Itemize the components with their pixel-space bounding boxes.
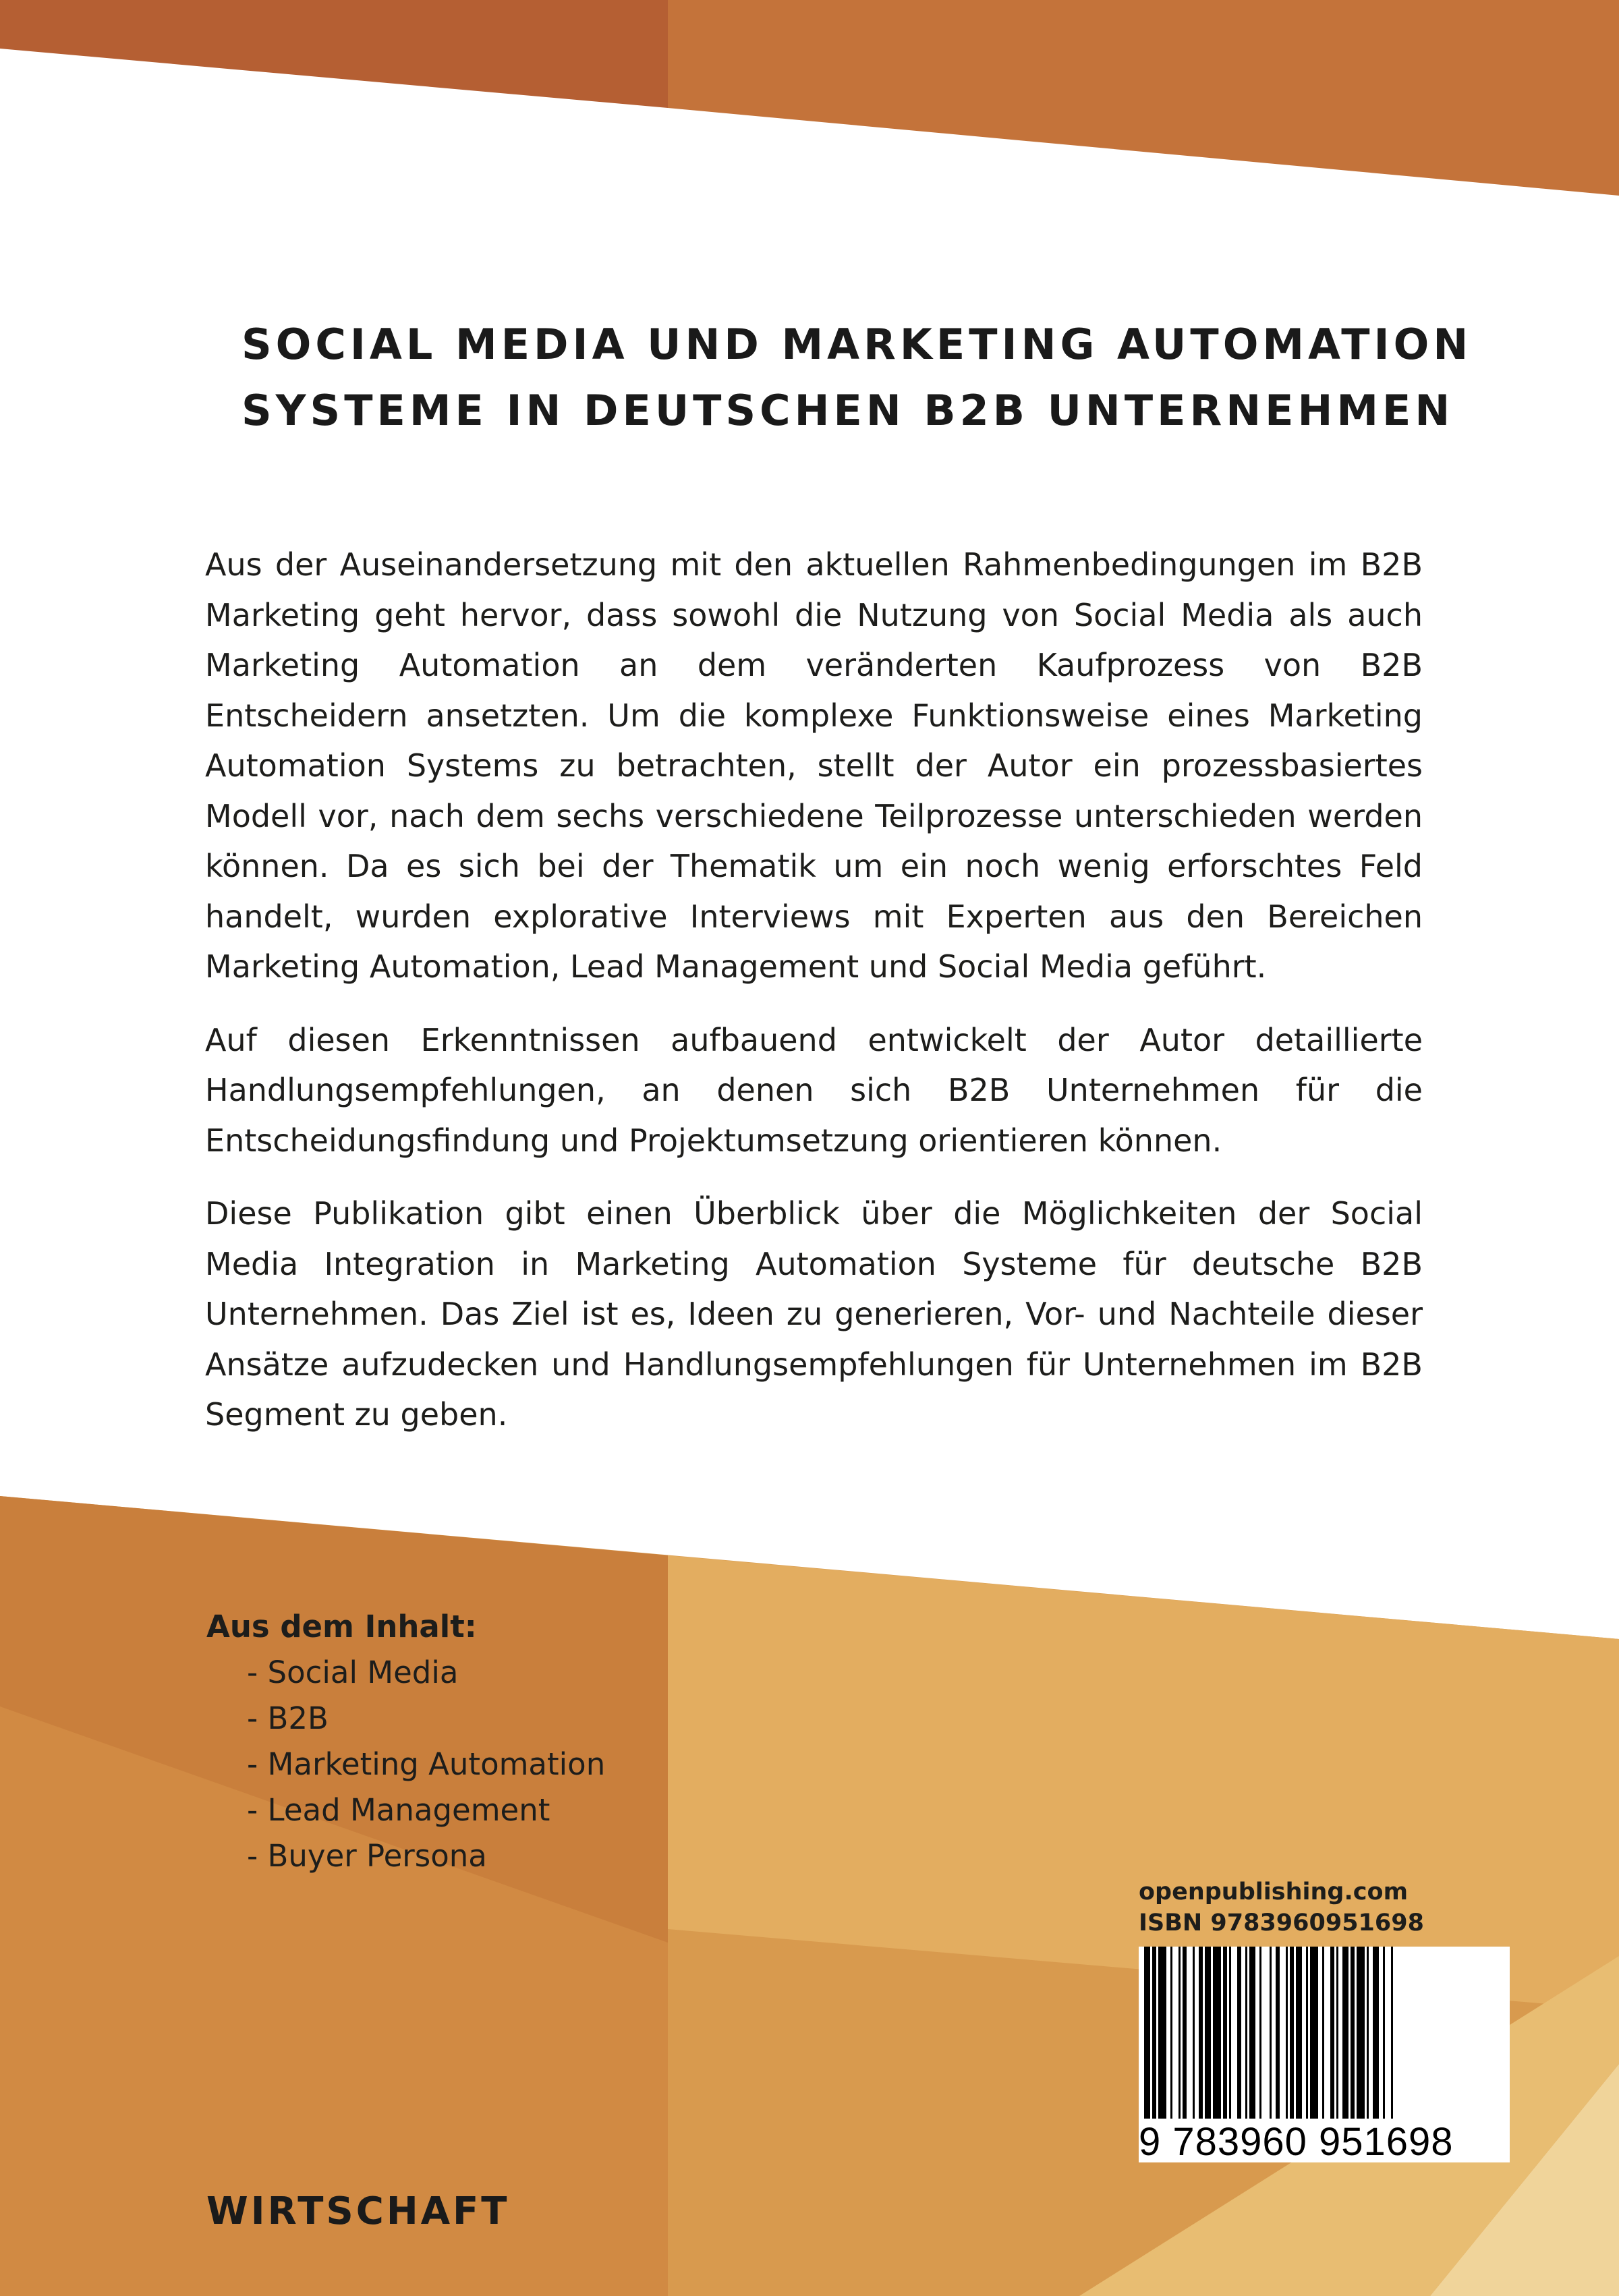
contents-item: - Social Media bbox=[247, 1655, 459, 1690]
barcode-bar bbox=[1205, 1947, 1211, 2119]
barcode-bar bbox=[1237, 1947, 1241, 2119]
contents-item: - Buyer Persona bbox=[247, 1838, 487, 1874]
barcode-bar bbox=[1342, 1947, 1348, 2119]
barcode-bar bbox=[1373, 1947, 1379, 2119]
barcode-bar bbox=[1306, 1947, 1308, 2119]
barcode-bar bbox=[1290, 1947, 1294, 2119]
blurb-paragraph-2: Auf diesen Erkenntnissen aufbauend entwickelt der Autor detaillierte Handlungsempfehlungen, an denen sich B2B Unternehmen für die Entscheidungsfindung und Projektumsetzung orientieren können. bbox=[205, 1021, 1423, 1159]
barcode-bar bbox=[1367, 1947, 1369, 2119]
barcode-bar bbox=[1170, 1947, 1172, 2119]
title-line-1: SOCIAL MEDIA UND MARKETING AUTOMATION bbox=[242, 320, 1473, 369]
publisher-block bbox=[1139, 1876, 1516, 1939]
blurb bbox=[205, 540, 1423, 1463]
contents-items bbox=[206, 1650, 814, 1879]
barcode-bar bbox=[1229, 1947, 1231, 2119]
barcode-digits: 9 783960 951698 bbox=[1139, 2122, 1510, 2162]
barcode-bar bbox=[1183, 1947, 1187, 2119]
barcode-bar bbox=[1223, 1947, 1227, 2119]
barcode-bar bbox=[1249, 1947, 1255, 2119]
top-band-dark bbox=[0, 0, 668, 108]
barcode-bar bbox=[1144, 1947, 1150, 2119]
contents-list bbox=[206, 1604, 814, 1879]
barcode-bar bbox=[1336, 1947, 1338, 2119]
barcode-bar bbox=[1286, 1947, 1288, 2119]
barcode-bar bbox=[1322, 1947, 1324, 2119]
contents-item: - B2B bbox=[247, 1700, 329, 1736]
contents-heading: Aus dem Inhalt: bbox=[206, 1609, 477, 1644]
contents-item: - Marketing Automation bbox=[247, 1746, 606, 1782]
publisher-url: openpublishing.com bbox=[1139, 1878, 1409, 1905]
barcode-bar bbox=[1199, 1947, 1203, 2119]
title-line-2: SYSTEME IN DEUTSCHEN B2B UNTERNEHMEN bbox=[242, 386, 1454, 435]
barcode-bar bbox=[1245, 1947, 1247, 2119]
category-label: WIRTSCHAFT bbox=[206, 2189, 510, 2233]
barcode-bar bbox=[1259, 1947, 1261, 2119]
barcode-bar bbox=[1178, 1947, 1181, 2119]
barcode-bar bbox=[1276, 1947, 1280, 2119]
barcode-bar bbox=[1296, 1947, 1302, 2119]
blurb-paragraph-1: Aus der Auseinandersetzung mit den aktuellen Rahmenbedingungen im B2B Marketing geht hervor, dass sowohl die Nutzung von Social Media als auch Marketing Automation an dem veränderten Kaufprozess von B2B Entscheidern ansetzten. Um die komplexe Funktionsweise eines Marketing Automation Systems zu betrachten, stellt der Autor ein prozessbasiertes Modell vor, nach dem sechs verschiedene Teilprozesse unterschieden werden können. Da es sich bei der Thematik um ein noch wenig erforschtes Feld handelt, wurden explorative Interviews mit Experten aus den Bereichen Marketing Automation, Lead Management und Social Media geführt. bbox=[205, 546, 1423, 985]
barcode-bar bbox=[1391, 1947, 1393, 2119]
barcode-bar bbox=[1213, 1947, 1221, 2119]
barcode-bar bbox=[1351, 1947, 1355, 2119]
top-band-light bbox=[668, 0, 1619, 196]
barcode-bar bbox=[1193, 1947, 1195, 2119]
barcode-bar bbox=[1383, 1947, 1385, 2119]
book-title bbox=[242, 312, 1473, 444]
barcode-bar bbox=[1330, 1947, 1334, 2119]
barcode-bar bbox=[1310, 1947, 1318, 2119]
contents-item: - Lead Management bbox=[247, 1792, 550, 1828]
barcode-bar bbox=[1357, 1947, 1365, 2119]
isbn-barcode bbox=[1139, 1947, 1510, 2162]
barcode-bar bbox=[1270, 1947, 1272, 2119]
blurb-paragraph-3: Diese Publikation gibt einen Überblick über die Möglichkeiten der Social Media Integration in Marketing Automation Systeme für deutsche B2B Unternehmen. Das Ziel ist es, Ideen zu generieren, Vor- und Nachteile dieser Ansätze aufzudecken und Handlungsempfehlungen für Unternehmen im B2B Segment zu geben. bbox=[205, 1195, 1423, 1433]
barcode-bar bbox=[1152, 1947, 1156, 2119]
isbn-label: ISBN 9783960951698 bbox=[1139, 1910, 1424, 1936]
barcode-bar bbox=[1158, 1947, 1166, 2119]
